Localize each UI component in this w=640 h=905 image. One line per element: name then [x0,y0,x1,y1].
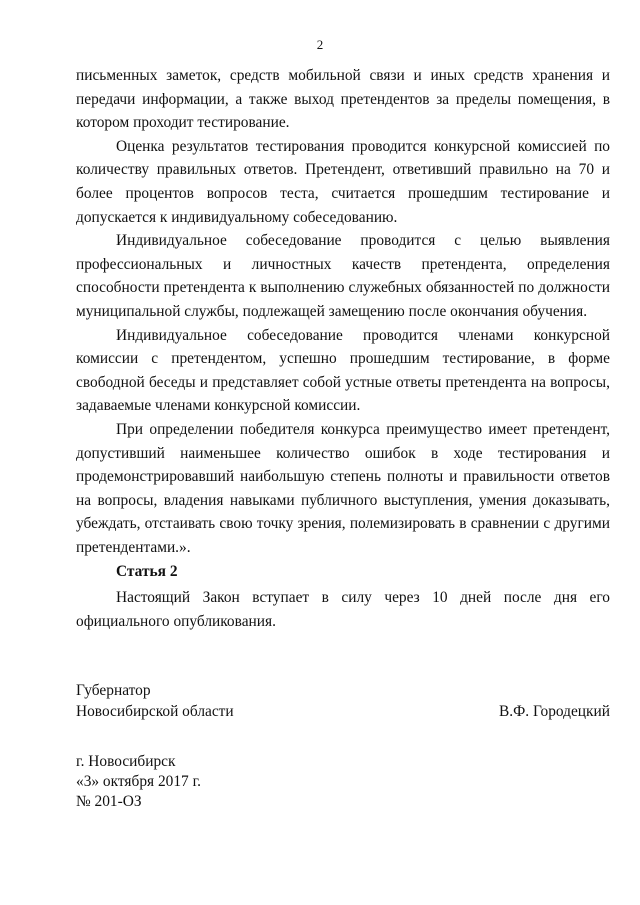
article-text [76,586,610,633]
paragraph-winner-selection: При определении победителя конкурса преимущество имеет претендент, допустивший наименьшее количество ошибок в ходе тестирования и продемонстрировавший наибольшую степень полноты и правильности ответов на вопросы, владения навыками публичного выступления, умения доказывать, убеждать, отстаивать свою точку зрения, полемизировать в сравнении с другими претендентами.». [76,420,610,556]
page-number: 2 [316,37,324,52]
footer-city: г. Новосибирск [76,753,176,770]
paragraph-test-evaluation: Оценка результатов тестирования проводится конкурсной комиссией по количеству правильных ответов. Претендент, ответивший правильно на 70 и более процентов вопросов теста, считается прошедшим тестирование и допускается к индивидуальному собеседованию. [76,137,610,226]
paragraph-interview-purpose: Индивидуальное собеседование проводится с целью выявления профессиональных и личностных качеств претендента, определения способности претендента к выполнению служебных обязанностей по должности муниципальной службы, подлежащей замещению после окончания обучения. [76,232,610,320]
article-paragraph: Настоящий Закон вступает в силу через 10 дней после дня его официального опубликования. [76,589,610,630]
signatory-name: В.Ф. Городецкий [498,703,610,720]
document-footer [76,752,201,812]
signatory-region: Новосибирской области [76,703,234,720]
law-text-body [76,64,610,559]
article-heading: Статья 2 [116,563,178,580]
signatory-row [76,701,610,722]
paragraph-continuation: письменных заметок, средств мобильной связи и иных средств хранения и передачи информации, а также выход претендентов за пределы помещения, в котором проходит тестирование. [76,67,610,132]
footer-law-number: № 201-ОЗ [76,793,142,810]
paragraph-interview-procedure: Индивидуальное собеседование проводится членами конкурсной комиссии с претендентом, успешно прошедшим тестирование, в форме свободной беседы и представляет собой устные ответы претендента на вопросы, задаваемые членами конкурсной комиссии. [76,326,610,415]
footer-date: «3» октября 2017 г. [76,773,202,790]
signatory-title: Губернатор [76,682,151,699]
signature-block [76,680,610,722]
